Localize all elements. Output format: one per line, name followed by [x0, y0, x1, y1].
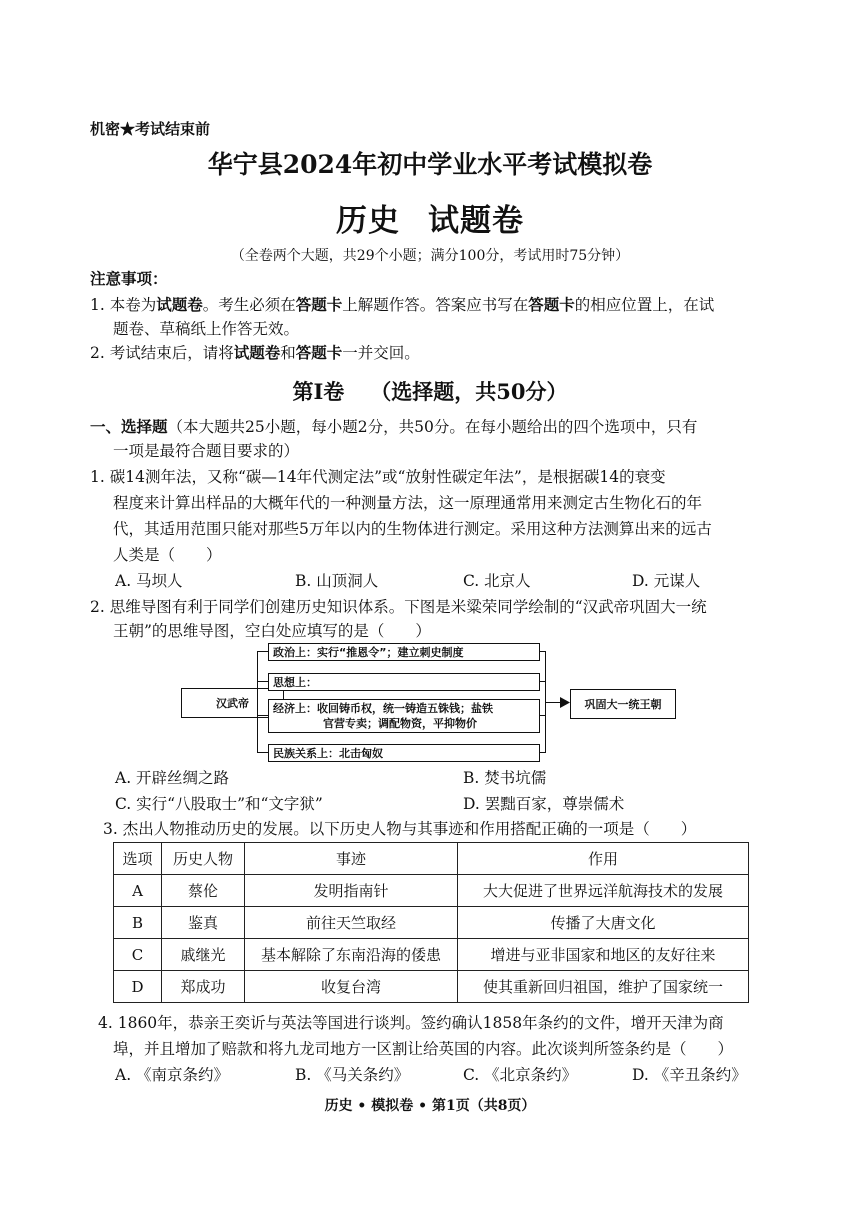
diagram-result-box: 巩固大一统王朝 — [570, 689, 676, 719]
part1-instructions: 一、选择题（本大题共25小题，每小题2分，共50分。在每小题给出的四个选项中，只有 — [90, 417, 698, 436]
q2-option-c: C. 实行“八股取士”和“文字狱” — [115, 795, 323, 813]
q2-option-b: B. 焚书坑儒 — [463, 769, 547, 787]
table-cell: 大大促进了世界远洋航海技术的发展 — [458, 875, 749, 907]
diagram-bracket-left — [257, 651, 258, 752]
table-header-cell: 事迹 — [245, 843, 458, 875]
table-row — [114, 971, 749, 1003]
q1-option-b: B. 山顶洞人 — [295, 572, 379, 590]
q1-option-c: C. 北京人 — [463, 572, 531, 590]
diagram-item-ethnic: 民族关系上：北击匈奴 — [268, 744, 540, 762]
q1-stem-line4: 人类是（ ） — [113, 546, 222, 564]
q1-stem-line3: 代，其适用范围只能对那些5万年以内的生物体进行测定。采用这种方法测算出来的远古 — [113, 520, 712, 538]
q3-table — [113, 842, 749, 1003]
paper-title — [0, 195, 860, 240]
exam-info: （全卷两个大题，共29个小题；满分100分，考试用时75分钟） — [230, 248, 630, 264]
table-row — [114, 907, 749, 939]
diagram-item-thought: 思想上： — [268, 673, 540, 691]
note-1-cont: 题卷、草稿纸上作答无效。 — [113, 320, 300, 338]
table-cell: 前往天竺取经 — [245, 907, 458, 939]
table-header-cell: 历史人物 — [162, 843, 245, 875]
q1-option-d: D. 元谋人 — [632, 572, 701, 590]
table-cell: 使其重新回归祖国，维护了国家统一 — [458, 971, 749, 1003]
note-1: 1. 本卷为试题卷。考生必须在答题卡上解题作答。答案应书写在答题卡的相应位置上，在试 — [90, 295, 715, 314]
table-cell: 收复台湾 — [245, 971, 458, 1003]
q4-option-a: A. 《南京条约》 — [115, 1066, 230, 1084]
table-cell: B — [114, 907, 162, 939]
diagram-connector — [540, 752, 546, 753]
table-cell: 发明指南针 — [245, 875, 458, 907]
paper-label: 试题卷 — [428, 203, 524, 239]
q1-stem-line1: 1. 碳14测年法，又称“碳—14年代测定法”或“放射性碳定年法”，是根据碳14的衰变 — [90, 468, 666, 486]
notes-heading: 注意事项： — [90, 269, 168, 288]
diagram-root-box: 汉武帝 — [181, 688, 284, 718]
exam-title: 华宁县2024年初中学业水平考试模拟卷 — [207, 150, 653, 179]
table-cell: C — [114, 939, 162, 971]
q2-option-a: A. 开辟丝绸之路 — [115, 769, 230, 787]
q2-option-d: D. 罢黜百家，尊崇儒术 — [463, 795, 625, 813]
q3-stem: 3. 杰出人物推动历史的发展。以下历史人物与其事迹和作用搭配正确的一项是（ ） — [103, 820, 697, 838]
q4-option-b: B. 《马关条约》 — [295, 1066, 410, 1084]
part1-instructions-cont: 一项是最符合题目要求的） — [113, 442, 300, 460]
q1-option-a: A. 马坝人 — [115, 572, 183, 590]
q1-stem-line2: 程度来计算出样品的大概年代的一种测量方法，这一原理通常用来测定古生物化石的年 — [113, 494, 703, 512]
q4-option-d: D. 《辛丑条约》 — [632, 1066, 747, 1084]
page-footer: 历史 • 模拟卷 • 第1页（共8页） — [324, 1098, 536, 1114]
table-cell: 郑成功 — [162, 971, 245, 1003]
q2-stem-line2: 王朝”的思维导图，空白处应填写的是（ ） — [113, 622, 431, 640]
q4-stem-line2: 埠，并且增加了赔款和将九龙司地方一区割让给英国的内容。此次谈判所签条约是（ ） — [113, 1040, 734, 1058]
diagram-connector — [540, 651, 546, 652]
table-header-cell: 选项 — [114, 843, 162, 875]
table-cell: 鉴真 — [162, 907, 245, 939]
q4-option-c: C. 《北京条约》 — [463, 1066, 578, 1084]
diagram-connector — [540, 681, 546, 682]
table-cell: 基本解除了东南沿海的倭患 — [245, 939, 458, 971]
arrow-right-icon — [560, 697, 570, 708]
table-cell: 蔡伦 — [162, 875, 245, 907]
table-cell: A — [114, 875, 162, 907]
table-cell: 戚继光 — [162, 939, 245, 971]
table-row — [114, 875, 749, 907]
diagram-item-economy: 经济上：收回铸币权，统一铸造五铢钱；盐铁 官营专卖；调配物资，平抑物价 — [268, 699, 540, 733]
section-heading: 第Ⅰ卷 （选择题，共50分） — [292, 379, 568, 404]
diagram-connector — [540, 715, 546, 716]
confidential-label: 机密★考试结束前 — [90, 120, 211, 138]
diagram-item-politics: 政治上：实行“推恩令”；建立刺史制度 — [268, 643, 540, 661]
table-header-row — [114, 843, 749, 875]
q4-stem-line1: 4. 1860年，恭亲王奕䜣与英法等国进行谈判。签约确认1858年条约的文件，增开天津为商 — [98, 1014, 724, 1032]
subject-label: 历史 — [336, 203, 400, 239]
table-cell: 增进与亚非国家和地区的友好往来 — [458, 939, 749, 971]
q2-stem-line1: 2. 思维导图有利于同学们创建历史知识体系。下图是米粱荣同学绘制的“汉武帝巩固大一统 — [90, 598, 707, 616]
table-cell: D — [114, 971, 162, 1003]
table-row — [114, 939, 749, 971]
note-2: 2. 考试结束后，请将试题卷和答题卡一并交回。 — [90, 343, 420, 362]
table-header-cell: 作用 — [458, 843, 749, 875]
table-cell: 传播了大唐文化 — [458, 907, 749, 939]
